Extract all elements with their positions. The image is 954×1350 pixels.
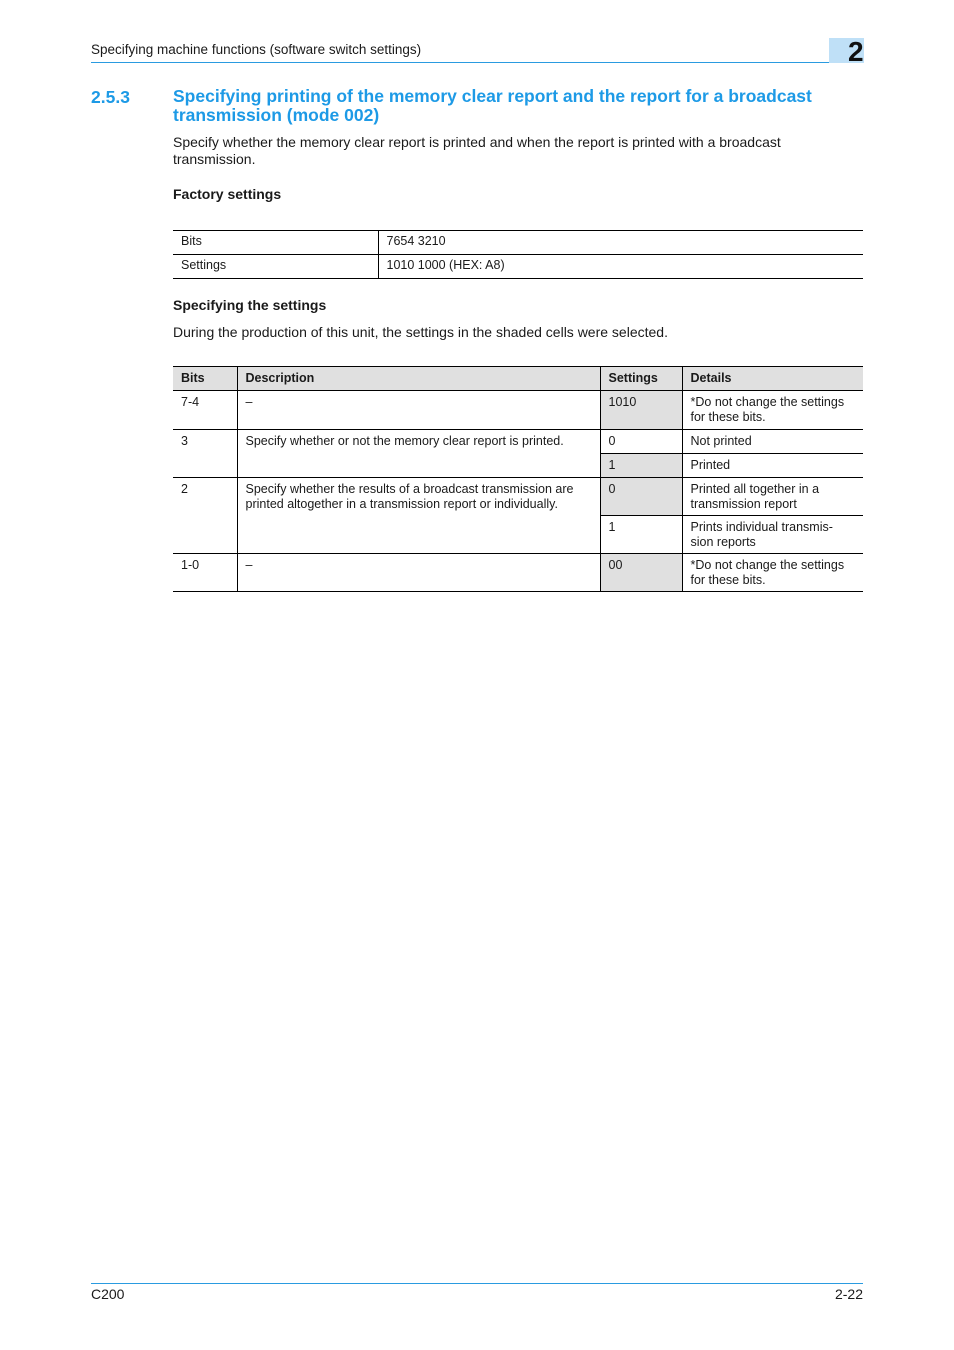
factory-settings-table (173, 230, 863, 279)
column-header-bits: Bits (173, 367, 237, 391)
bits-cell: 1-0 (173, 554, 237, 592)
column-header-details: Details (682, 367, 863, 391)
running-header: Specifying machine functions (software switch settings) (91, 42, 422, 57)
table-row (173, 231, 863, 255)
shaded-cells-note: During the production of this unit, the settings in the shaded cells were selected. (173, 324, 668, 340)
factory-value: 1010 1000 (HEX: A8) (378, 255, 863, 279)
description-cell: Specify whether or not the memory clear report is printed. (237, 430, 600, 478)
section-title: Specifying printing of the memory clear report and the report for a broadcast transmission (mode 002) (173, 86, 812, 125)
table-row (173, 430, 863, 454)
setting-cell: 0 (600, 478, 682, 516)
setting-cell: 00 (600, 554, 682, 592)
setting-cell: 1 (600, 454, 682, 478)
table-row (173, 255, 863, 279)
setting-cell: 1 (600, 516, 682, 554)
description-cell: – (237, 554, 600, 592)
description-cell: – (237, 391, 600, 430)
setting-cell: 1010 (600, 391, 682, 430)
details-cell: *Do not change the settings for these bits. (682, 391, 863, 430)
details-cell: *Do not change the settings for these bits. (682, 554, 863, 592)
column-header-description: Description (237, 367, 600, 391)
details-cell: Prints individual transmis-sion reports (682, 516, 863, 554)
specifying-heading: Specifying the settings (173, 297, 327, 313)
column-header-settings: Settings (600, 367, 682, 391)
footer-page-number: 2-22 (834, 1286, 863, 1302)
bits-cell: 7-4 (173, 391, 237, 430)
chapter-number: 2 (848, 36, 864, 67)
setting-cell: 0 (600, 430, 682, 454)
details-cell: Printed (682, 454, 863, 478)
header-rule (91, 62, 829, 63)
table-header-row (173, 367, 863, 391)
factory-value: 7654 3210 (378, 231, 863, 255)
bits-cell: 2 (173, 478, 237, 554)
factory-label: Bits (173, 231, 378, 255)
table-row (173, 391, 863, 430)
table-row (173, 478, 863, 516)
factory-label: Settings (173, 255, 378, 279)
settings-table (173, 366, 863, 592)
factory-settings-heading: Factory settings (173, 186, 282, 202)
details-cell: Not printed (682, 430, 863, 454)
bits-cell: 3 (173, 430, 237, 478)
section-number: 2.5.3 (91, 87, 130, 107)
section-intro: Specify whether the memory clear report is printed and when the report is printed with a broadcast transmission. (173, 134, 781, 167)
footer-model: C200 (91, 1286, 125, 1302)
footer-rule (91, 1283, 863, 1284)
table-row (173, 554, 863, 592)
description-cell: Specify whether the results of a broadcast transmission are printed altogether in a transmission report or individually. (237, 478, 600, 554)
details-cell: Printed all together in a transmission report (682, 478, 863, 516)
